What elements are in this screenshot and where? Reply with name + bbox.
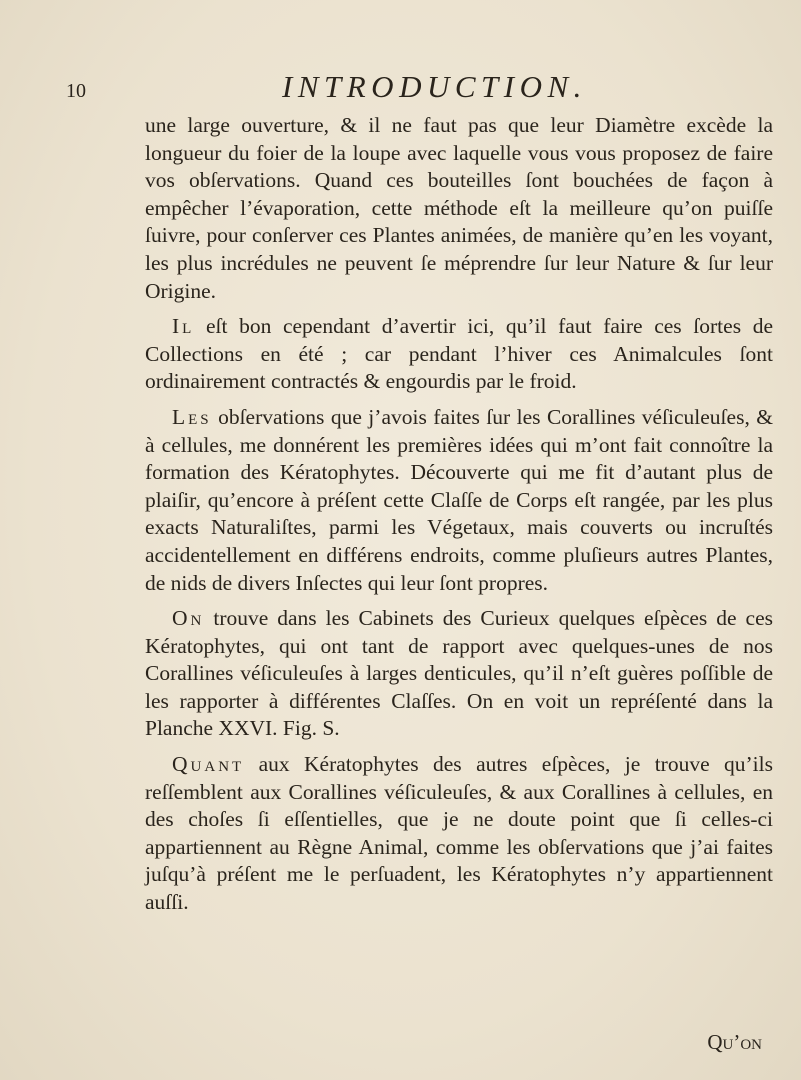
paragraph-1-text: une large ouverture, & il ne faut pas que leur Diamètre excède la longueur du foier de la loupe avec laquelle vous vous proposez de faire vos obſervations. Quand ces bouteilles ſont bouchées de façon à empêcher l’évaporation, cette méthode eſt la meilleure qu’on puiſſe ſuivre, pour conſerver ces Plantes animées, de manière qu’en les voyant, les plus incrédules ne peuvent ſe méprendre ſur leur Nature & ſur leur Origine.	[145, 113, 773, 303]
running-title: INTRODUCTION.	[282, 69, 587, 104]
body-text	[145, 112, 773, 917]
paragraph-5	[145, 751, 773, 917]
paragraph-5-lead: Quant	[172, 752, 245, 777]
paragraph-4-lead: On	[172, 606, 205, 631]
paragraph-5-text: aux Kératophytes des autres eſpèces, je trouve qu’ils reſſemblent aux Corallines véſiculeuſes, & aux Corallines à cellules, en des choſes ſi eſſentielles, que je ne doute point que ſi celles-ci appartiennent au Règne Animal, comme les obſervations que j’ai faites juſqu’à préſent me le perſuadent, les Kératophytes n’y appartiennent auſſi.	[145, 752, 773, 915]
paragraph-4-text: trouve dans les Cabinets des Curieux quelques eſpèces de ces Kératophytes, qui ont tant de rapport avec quelques-unes de nos Corallines véſiculeuſes à larges denticules, qu’il n’eſt guères poſſible de les rapporter à différentes Claſſes. On en voit un repréſenté dans la Planche XXVI. Fig. S.	[145, 606, 773, 741]
paragraph-2	[145, 313, 773, 396]
paragraph-2-text: eſt bon cependant d’avertir ici, qu’il faut faire ces ſortes de Collections en été ; car pendant l’hiver ces Animalcules ſont ordinairement contractés & engourdis par le froid.	[145, 314, 773, 394]
paragraph-1	[145, 112, 773, 305]
paragraph-3-lead: Les	[172, 404, 212, 429]
paragraph-2-lead: Il	[172, 314, 195, 339]
page-header	[0, 62, 801, 102]
paragraph-4	[145, 605, 773, 743]
catchword: Qu’on	[707, 1030, 762, 1054]
page-number: 10	[66, 80, 86, 102]
paragraph-3	[145, 404, 773, 597]
paragraph-3-text: obſervations que j’avois faites ſur les Corallines véſiculeuſes, & à cellules, me donnérent les premières idées qui m’ont fait connoître la formation des Kératophytes. Découverte qui me fit d’autant plus de plaiſir, qu’encore à préſent cette Claſſe de Corps eſt rangée, par les plus exacts Naturaliſtes, parmi les Végetaux, mais couverts ou incruſtés accidentellement en différens endroits, comme pluſieurs autres Plantes, de nids de divers Inſectes qui leur ſont propres.	[145, 404, 773, 595]
